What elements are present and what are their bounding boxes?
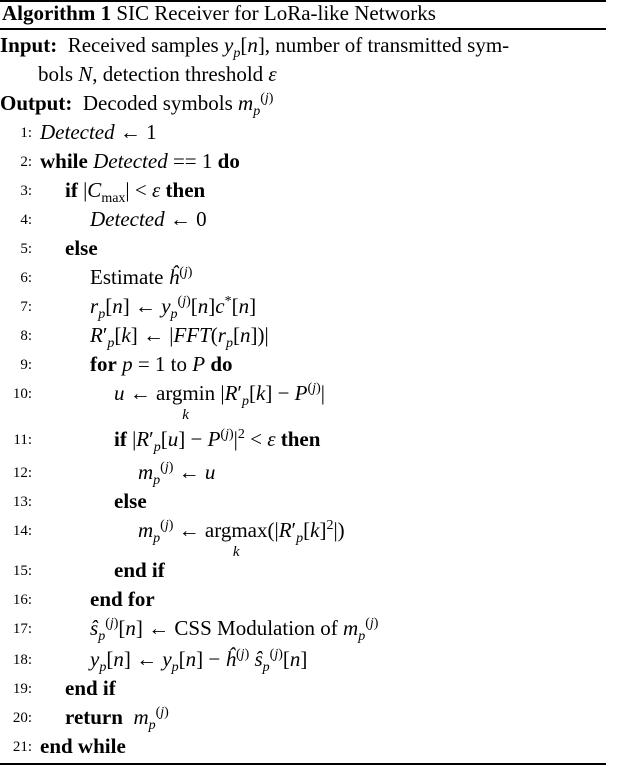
line-code: $m_p^{(j)}$ ← argmax k $(|R'_p[k]^2|)$: [138, 518, 345, 560]
line-code: while Detected == 1 do: [40, 149, 240, 173]
line-code: return $m_p^{(j)}$: [65, 705, 169, 734]
line-code: else: [65, 236, 98, 260]
input-text-1: Received samples $y_p[n]$, number of transmitted sym-: [62, 33, 510, 62]
algo-line-13: [0, 486, 606, 516]
line-code: $R'_p[k]$ ← $|FFT(r_p[n])|$: [90, 323, 269, 352]
line-number: 3:: [20, 183, 32, 199]
line-code: Estimate $ĥ^{(j)}$: [90, 265, 193, 289]
line-code: end while: [40, 734, 126, 758]
line-code: for p = 1 to P do: [90, 352, 233, 376]
line-number: 2:: [20, 154, 32, 170]
line-code: u ← argmin k $|R'_p[k] - P^{(j)}|$: [114, 381, 325, 423]
output-line: [0, 91, 274, 120]
caption-rule: [0, 28, 606, 30]
algo-line-18: [0, 644, 606, 674]
algorithm-title: SIC Receiver for LoRa-like Networks: [116, 1, 436, 25]
input-text-2: bols N, detection threshold ε: [38, 62, 277, 86]
line-number: 19:: [12, 681, 32, 697]
line-number: 11:: [13, 432, 32, 448]
line-code: $r_p[n]$ ← $y_p^{(j)}[n]c^*[n]$: [90, 294, 257, 323]
algo-line-7: [0, 291, 606, 321]
line-number: 13:: [12, 494, 32, 510]
algo-line-2: [0, 146, 606, 176]
line-number: 15:: [12, 563, 32, 579]
algo-line-8: [0, 320, 606, 350]
algo-line-10: [0, 378, 606, 423]
line-code: else: [114, 489, 147, 513]
algorithm-caption: [2, 1, 436, 25]
algo-line-14: [0, 515, 606, 560]
line-number: 12:: [12, 465, 32, 481]
line-number: 20:: [12, 710, 32, 726]
line-code: end if: [65, 676, 116, 700]
line-number: 1:: [20, 125, 32, 141]
algo-line-15: [0, 555, 606, 585]
line-number: 21:: [12, 739, 32, 755]
line-code: Detected ← 1: [40, 120, 157, 144]
output-label: Output:: [0, 91, 73, 115]
line-code: if $|R'_p[u] - P^{(j)}|^2 < \varepsilon$ then: [114, 427, 321, 456]
algo-line-6: [0, 262, 606, 292]
input-label: Input:: [0, 33, 58, 57]
line-code: end for: [90, 587, 155, 611]
algo-line-3: [0, 175, 606, 205]
line-number: 16:: [12, 592, 32, 608]
line-number: 10:: [12, 386, 32, 402]
algo-line-5: [0, 233, 606, 263]
line-code: $y_p[n]$ ← $y_p[n]$ − $ĥ^{(j)}$ $ŝ_p^{(j)}[n]$: [90, 647, 308, 676]
line-number: 14:: [12, 523, 32, 539]
output-text: Decoded symbols $m_p^{(j)}$: [77, 91, 274, 120]
line-number: 17:: [12, 621, 32, 637]
line-number: 7:: [20, 299, 32, 315]
input-line-1: [0, 33, 510, 62]
line-number: 4:: [20, 212, 32, 228]
line-number: 8:: [20, 328, 32, 344]
algorithm-label: Algorithm 1: [2, 1, 112, 25]
line-number: 6:: [20, 270, 32, 286]
line-number: 18:: [12, 652, 32, 668]
algo-line-19: [0, 673, 606, 703]
line-code: end if: [114, 558, 165, 582]
algo-line-12: [0, 457, 606, 487]
line-number: 9:: [20, 357, 32, 373]
line-code: $ŝ_p^{(j)}[n]$ ← CSS Modulation of $m_p^{(j)}$: [90, 616, 379, 645]
algo-line-16: [0, 584, 606, 614]
algo-line-20: [0, 702, 606, 732]
bottom-rule: [0, 763, 606, 765]
algo-line-17: [0, 613, 606, 643]
input-line-2: [38, 62, 277, 87]
algo-line-4: [0, 204, 606, 234]
algo-line-11: [0, 424, 606, 454]
line-code: Detected ← 0: [90, 207, 207, 231]
algo-line-1: [0, 117, 606, 147]
line-number: 5:: [20, 241, 32, 257]
line-code: $m_p^{(j)}$ ← u: [138, 460, 216, 489]
line-code: if $|C_{max}| < \varepsilon$ then: [65, 178, 206, 207]
algo-line-21: [0, 731, 606, 761]
algo-line-9: [0, 349, 606, 379]
